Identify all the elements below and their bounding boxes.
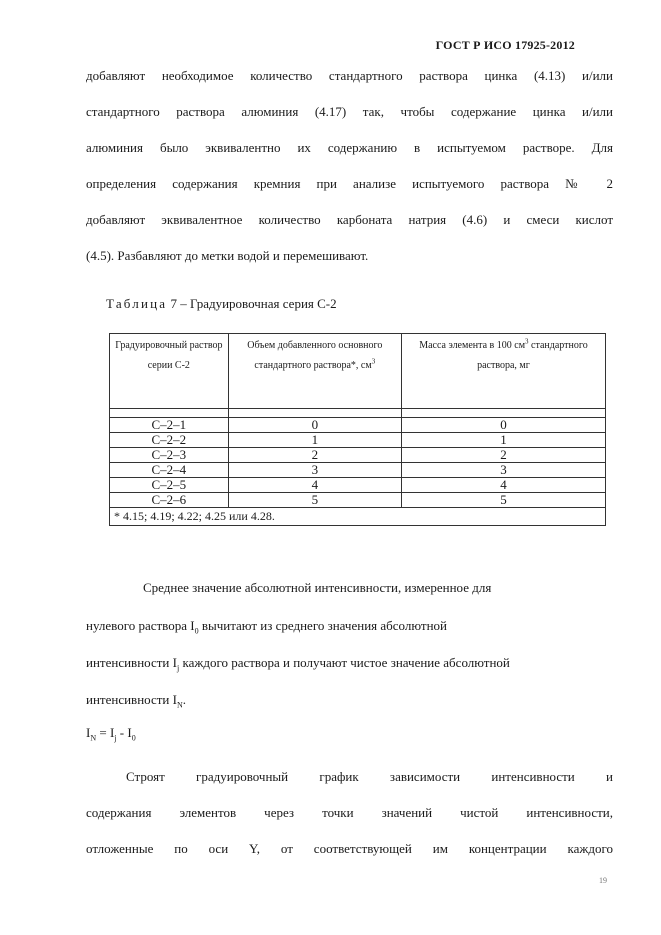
- formula: $I_N = I_j - I_0$: [86, 725, 136, 743]
- text-line: (4.5). Разбавляют до метки водой и перемешивают.: [86, 248, 369, 263]
- paragraph-line: интенсивности $I_j$ каждого раствора и получают чистое значение абсолютной: [86, 655, 510, 673]
- caption-title: 7 – Градуировочная серия С-2: [167, 296, 337, 311]
- caption-word: Таблица: [106, 296, 168, 311]
- cell-mass: 1: [401, 433, 605, 448]
- cell-solution: С–2–3: [110, 448, 229, 463]
- cell-volume: 3: [228, 463, 401, 478]
- cell-volume: 4: [228, 478, 401, 493]
- header-solution: Градуировочный раствор серии С-2: [110, 334, 229, 409]
- header-volume: Объем добавленного основного стандартного раствора*, $см^3$: [228, 334, 401, 409]
- table-row: [110, 478, 606, 493]
- table-caption: [106, 296, 337, 312]
- cell-solution: С–2–6: [110, 493, 229, 508]
- cell-solution: С–2–1: [110, 418, 229, 433]
- text-line: алюминия было эквивалентно их содержанию в испытуемом растворе. Для: [86, 140, 613, 155]
- header-mass: Масса элемента в 100 $см^3$ стандартного раствора, мг: [401, 334, 605, 409]
- cell-mass: 5: [401, 493, 605, 508]
- text-line: добавляют необходимое количество стандартного раствора цинка (4.13) и/или: [86, 68, 613, 83]
- table-row: [110, 463, 606, 478]
- cell-mass: 0: [401, 418, 605, 433]
- paragraph-line: нулевого раствора $I_0$ вычитают из среднего значения абсолютной: [86, 618, 447, 636]
- text-line: отложенные по оси Y, от соответствующей им концентрации каждого: [86, 841, 613, 856]
- cell-mass: 3: [401, 463, 605, 478]
- table-row: [110, 493, 606, 508]
- table-footnote-row: [110, 508, 606, 526]
- cell-solution: С–2–4: [110, 463, 229, 478]
- cell-volume: 5: [228, 493, 401, 508]
- cell-volume: 2: [228, 448, 401, 463]
- cell-solution: С–2–2: [110, 433, 229, 448]
- cell-solution: С–2–5: [110, 478, 229, 493]
- paragraph-graph: [86, 759, 613, 867]
- document-header: ГОСТ Р ИСО 17925-2012: [435, 38, 575, 52]
- text-line: добавляют эквивалентное количество карбоната натрия (4.6) и смеси кислот: [86, 212, 613, 227]
- text-line: стандартного раствора алюминия (4.17) так, чтобы содержание цинка и/или: [86, 104, 613, 119]
- paragraph-line: интенсивности $I_N$.: [86, 692, 186, 710]
- table-footnote: * 4.15; 4.19; 4.22; 4.25 или 4.28.: [110, 508, 606, 526]
- table-row: [110, 418, 606, 433]
- table-header-row: [110, 334, 606, 409]
- text-line: определения содержания кремния при анализе испытуемого раствора № 2: [86, 176, 613, 191]
- cell-volume: 1: [228, 433, 401, 448]
- calibration-table: [109, 333, 606, 526]
- paragraph-line: Среднее значение абсолютной интенсивности, измеренное для: [143, 580, 492, 595]
- table-row: [110, 433, 606, 448]
- text-line: содержания элементов через точки значений чистой интенсивности,: [86, 805, 613, 820]
- page-number: 19: [599, 876, 607, 885]
- table-row: [110, 448, 606, 463]
- cell-mass: 2: [401, 448, 605, 463]
- cell-mass: 4: [401, 478, 605, 493]
- text-line: Строят градуировочный график зависимости интенсивности и: [126, 769, 613, 784]
- cell-volume: 0: [228, 418, 401, 433]
- paragraph-intro: [86, 58, 613, 274]
